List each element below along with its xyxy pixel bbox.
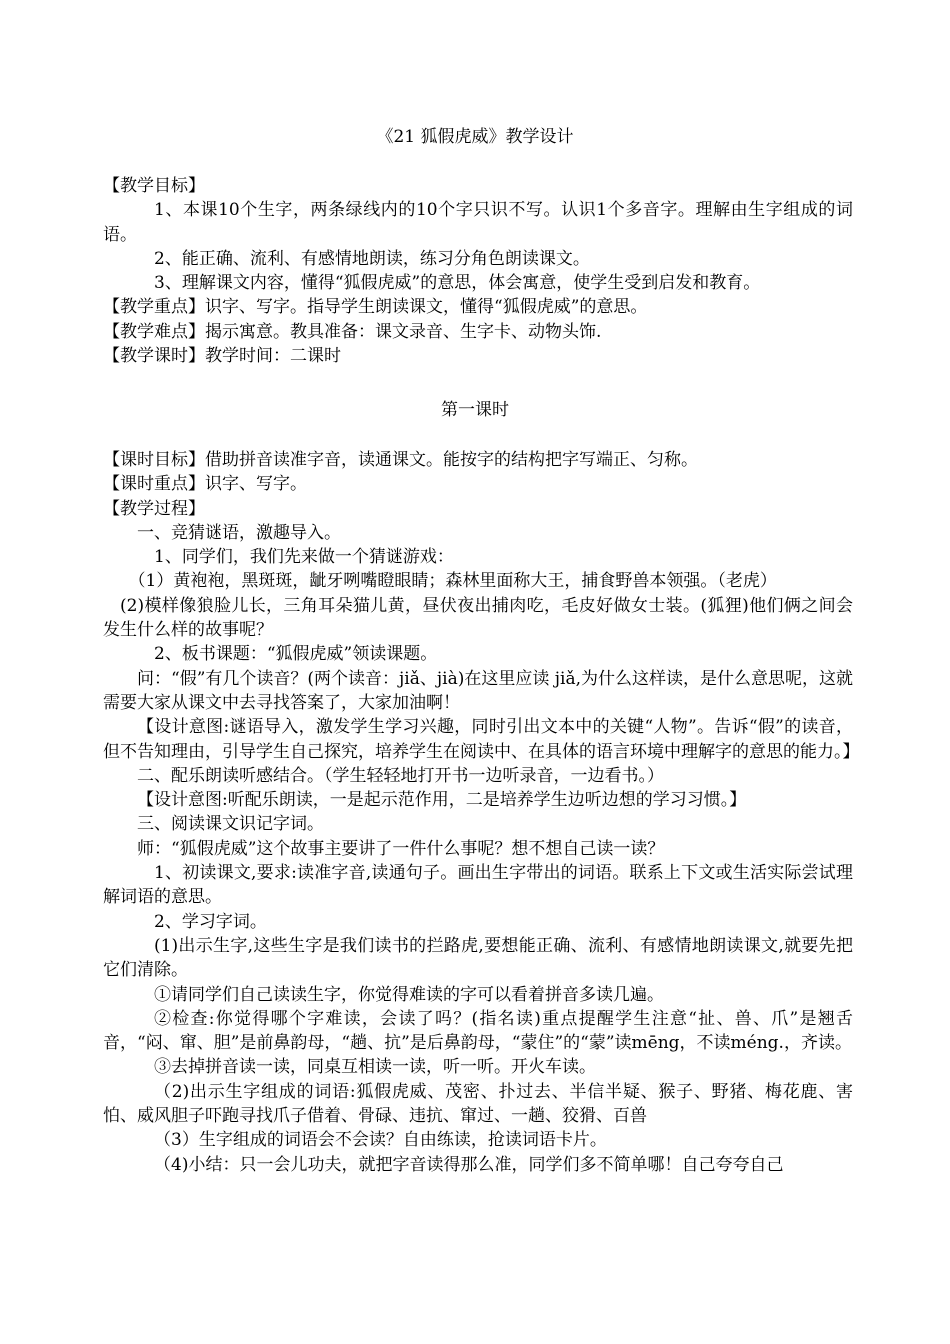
- heading-teaching-process: 【教学过程】: [103, 498, 205, 519]
- step-3-heading: 三、阅读课文识记字词。: [137, 814, 324, 835]
- goal-item-3: 3、理解课文内容，懂得“狐假虎威”的意思，体会寓意，使学生受到启发和教育。: [154, 273, 761, 294]
- substep-check: ②检查:你觉得哪个字难读，会读了吗？(指名读)重点提醒学生注意“扯、兽、爪”是翘舌音，“闷、窜、胆”是前鼻韵母，“趟、抗”是后鼻韵母，“蒙住”的“蒙”读mēng，不读méng.，齐读。: [103, 1008, 853, 1054]
- objectives-block: [103, 174, 853, 368]
- goal-item-2: 2、能正确、流利、有感情地朗读，练习分角色朗读课文。: [154, 248, 590, 269]
- teaching-focus: 【教学重点】识字、写字。指导学生朗读课文，懂得“狐假虎威”的意思。: [103, 297, 648, 318]
- step-1-item-1: 1、同学们，我们先来做一个猜谜游戏：: [154, 547, 454, 568]
- process-block: [103, 448, 860, 1177]
- teacher-question: 师：“狐假虎威”这个故事主要讲了一件什么事呢？想不想自己读一读？: [137, 838, 665, 859]
- riddle-2: (2)模样像狼脸儿长，三角耳朵猫儿黄，昼伏夜出捕肉吃，毛皮好做女士装。(狐狸)他们俩之间会发生什么样的故事呢？: [103, 595, 853, 641]
- heading-teaching-goals: 【教学目标】: [103, 176, 205, 196]
- step-3-item-1: 1、初读课文,要求:读准字音,读通句子。画出生字带出的词语。联系上下文或生活实际尝试理解词语的意思。: [103, 863, 853, 908]
- design-intent-2: 【设计意图:听配乐朗读，一是起示范作用，二是培养学生边听边想的学习习惯。】: [137, 790, 747, 811]
- goal-item-1: 1、本课10个生字，两条绿线内的10个字只识不写。认识1个多音字。理解由生字组成的词语。: [103, 200, 853, 245]
- read-words: （3）生字组成的词语会不会读？自由练读，抢读词语卡片。: [154, 1130, 607, 1151]
- period-focus: 【课时重点】识字、写字。: [103, 474, 307, 495]
- substep-no-pinyin: ③去掉拼音读一读，同桌互相读一读，听一听。开火车读。: [154, 1057, 596, 1078]
- document-title: 《21 狐假虎威》教学设计: [376, 127, 574, 147]
- step-2-heading: 二、配乐朗读听感结合。（学生轻轻地打开书一边听录音，一边看书。）: [137, 765, 664, 786]
- substep-read-self: ①请同学们自己读读生字，你觉得难读的字可以看着拼音多读几遍。: [154, 984, 664, 1005]
- period-goal: 【课时目标】借助拼音读准字音，读通课文。能按字的结构把字写端正、匀称。: [103, 450, 698, 470]
- step-3-item-2: 2、学习字词。: [154, 911, 267, 932]
- section-title-first-period: 第一课时: [441, 400, 509, 420]
- question-pronunciation: 问：“假”有几个读音？(两个读音：jiǎ、jià)在这里应读 jiǎ,为什么这样读，是什么意思呢，这就需要大家从课文中去寻找答案了，大家加油啊！: [103, 668, 853, 713]
- show-words: （2)出示生字组成的词语:狐假虎威、茂密、扑过去、半信半疑、猴子、野猪、梅花鹿、害怕、威风胆子吓跑寻找爪子借着、骨碌、违抗、窜过、一趟、狡猾、百兽: [103, 1081, 853, 1127]
- teaching-periods: 【教学课时】教学时间：二课时: [103, 346, 341, 367]
- step-1-heading: 一、竞猜谜语，激趣导入。: [137, 522, 341, 543]
- show-characters: (1)出示生字,这些生字是我们读书的拦路虎,要想能正确、流利、有感情地朗读课文,就要先把它们清除。: [103, 935, 853, 981]
- riddle-1: （1）黄袍袍，黑斑斑，龇牙咧嘴瞪眼睛；森林里面称大王，捕食野兽本领强。（老虎）: [128, 571, 777, 592]
- summary: （4)小结：只一会儿功夫，就把字音读得那么准，同学们多不简单哪！自己夸夸自己: [154, 1154, 784, 1175]
- teaching-difficulty: 【教学难点】揭示寓意。教具准备：课文录音、生字卡、动物头饰.: [103, 321, 602, 342]
- step-1-item-2: 2、板书课题：“狐假虎威”领读课题。: [154, 644, 438, 665]
- design-intent-1: 【设计意图:谜语导入，激发学生学习兴趣，同时引出文本中的关键“人物”。告诉“假”的读音，但不告知理由，引导学生自己探究，培养学生在阅读中、在具体的语言环境中理解字的意思的能力。】: [103, 717, 860, 762]
